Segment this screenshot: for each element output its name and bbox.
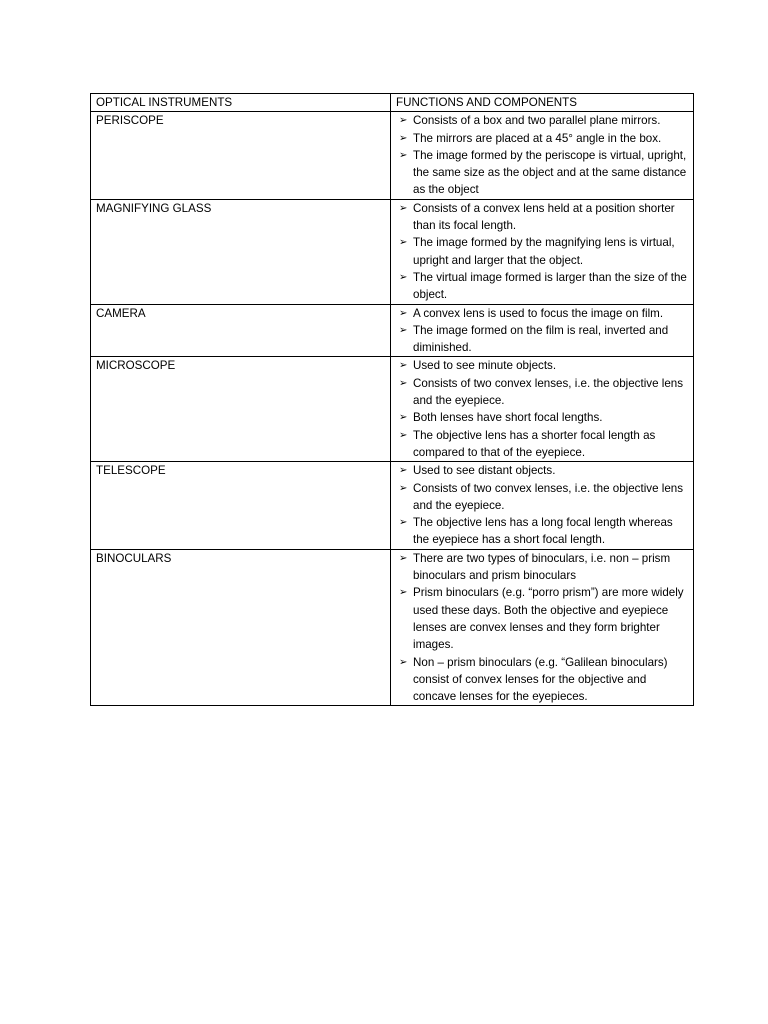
list-item [396,234,689,269]
arrowhead-bullet-icon: ➢ [399,237,408,249]
arrowhead-bullet-icon: ➢ [399,412,408,424]
list-item [396,112,689,129]
instrument-name-cell: TELESCOPE [91,462,391,549]
table-row [91,304,694,357]
list-item-text: Consists of two convex lenses, i.e. the objective lens and the eyepiece. [413,481,684,512]
functions-cell [391,112,694,199]
list-item [396,357,689,374]
list-item [396,130,689,147]
functions-cell [391,462,694,549]
list-item [396,305,689,322]
list-item-text: Consists of a box and two parallel plane mirrors. [413,114,661,128]
functions-cell [391,357,694,462]
table-row [91,357,694,462]
list-item [396,427,689,462]
header-optical-instruments: OPTICAL INSTRUMENTS [91,94,391,112]
table-row [91,112,694,199]
list-item [396,409,689,426]
arrowhead-bullet-icon: ➢ [399,429,408,441]
bullet-list [396,200,689,304]
arrowhead-bullet-icon: ➢ [399,656,408,668]
list-item-text: The mirrors are placed at a 45° angle in the box. [413,131,662,145]
bullet-list [396,305,689,357]
list-item-text: The image formed on the film is real, inverted and diminished. [413,323,669,355]
arrowhead-bullet-icon: ➢ [399,149,408,161]
list-item [396,200,689,235]
instrument-name-cell: MICROSCOPE [91,357,391,462]
list-item-text: Used to see distant objects. [413,464,556,478]
list-item [396,322,689,357]
optical-instruments-table [90,93,694,706]
instrument-name-cell: MAGNIFYING GLASS [91,199,391,304]
list-item [396,514,689,549]
instrument-name-cell: BINOCULARS [91,549,391,706]
arrowhead-bullet-icon: ➢ [399,482,408,494]
list-item [396,269,689,304]
bullet-list [396,112,689,198]
list-item [396,462,689,479]
list-item-text: The image formed by the magnifying lens is virtual, upright and larger that the object. [413,236,675,267]
bullet-list [396,357,689,461]
list-item-text: Used to see minute objects. [413,359,557,373]
bullet-list [396,462,689,548]
table-body [91,112,694,706]
arrowhead-bullet-icon: ➢ [399,202,408,214]
arrowhead-bullet-icon: ➢ [399,115,408,127]
list-item [396,654,689,706]
list-item-text: There are two types of binoculars, i.e. non – prism binoculars and prism binoculars [413,551,671,583]
functions-cell [391,549,694,706]
instrument-name-cell: CAMERA [91,304,391,357]
list-item-text: A convex lens is used to focus the image on film. [413,306,664,320]
instrument-name-cell: PERISCOPE [91,112,391,199]
arrowhead-bullet-icon: ➢ [399,271,408,283]
list-item-text: Both lenses have short focal lengths. [413,411,603,425]
arrowhead-bullet-icon: ➢ [399,587,408,599]
arrowhead-bullet-icon: ➢ [399,552,408,564]
list-item-text: The virtual image formed is larger than the size of the object. [413,270,687,302]
table-row [91,549,694,706]
list-item-text: The objective lens has a shorter focal length as compared to that of the eyepiece. [413,428,656,459]
list-item-text: The objective lens has a long focal length whereas the eyepiece has a short focal length. [413,516,673,547]
functions-cell [391,304,694,357]
functions-cell [391,199,694,304]
list-item [396,584,689,653]
list-item [396,480,689,515]
list-item-text: Non – prism binoculars (e.g. “Galilean binoculars) consist of convex lenses for the objective and concave lenses for the eyepieces. [413,655,668,704]
table-row [91,462,694,549]
list-item-text: Consists of a convex lens held at a position shorter than its focal length. [413,201,675,233]
arrowhead-bullet-icon: ➢ [399,360,408,372]
arrowhead-bullet-icon: ➢ [399,307,408,319]
arrowhead-bullet-icon: ➢ [399,377,408,389]
list-item-text: Consists of two convex lenses, i.e. the objective lens and the eyepiece. [413,376,684,408]
arrowhead-bullet-icon: ➢ [399,324,408,336]
table-row [91,199,694,304]
list-item [396,550,689,585]
table-header-row [91,94,694,112]
header-functions-and-components: FUNCTIONS AND COMPONENTS [391,94,694,112]
list-item [396,147,689,199]
arrowhead-bullet-icon: ➢ [399,465,408,477]
list-item [396,375,689,410]
arrowhead-bullet-icon: ➢ [399,517,408,529]
bullet-list [396,550,689,706]
arrowhead-bullet-icon: ➢ [399,132,408,144]
list-item-text: The image formed by the periscope is virtual, upright, the same size as the object and at the same distance as the object [413,148,687,197]
list-item-text: Prism binoculars (e.g. “porro prism”) are more widely used these days. Both the objective and eyepiece lenses are convex lenses and they form brighter images. [413,586,684,652]
